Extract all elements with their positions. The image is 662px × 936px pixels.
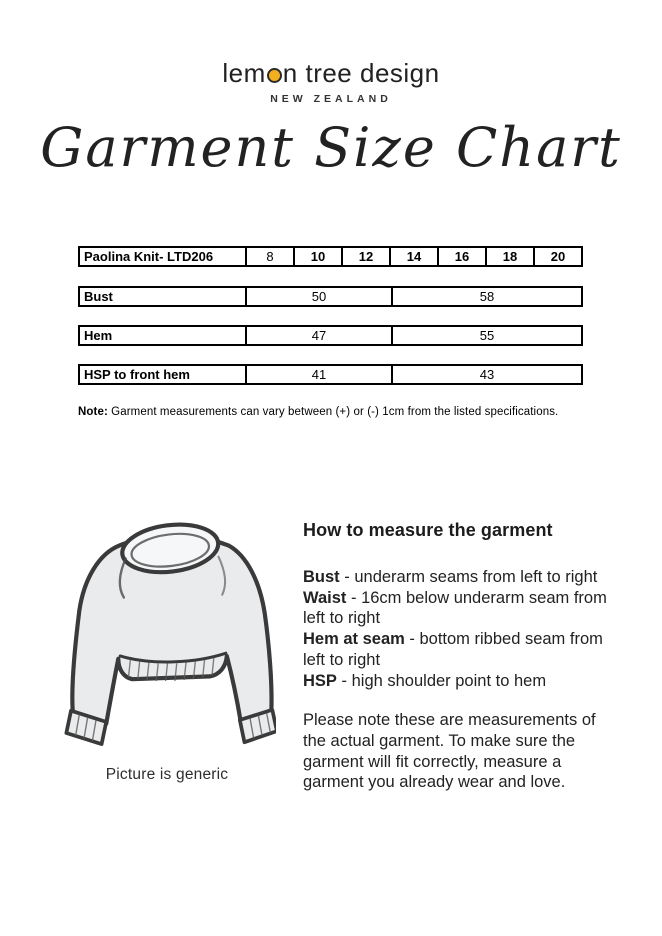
row-value: 47 — [246, 326, 392, 345]
figure-caption: Picture is generic — [105, 766, 229, 783]
measure-item — [303, 588, 615, 629]
measure-desc: - high shoulder point to hem — [336, 671, 547, 690]
measure-item — [303, 671, 615, 692]
measure-term: HSP — [303, 671, 337, 690]
note-line — [78, 406, 578, 418]
logo-text-pre: lem — [222, 58, 266, 88]
row-value: 55 — [392, 326, 582, 345]
measurement-row-hem — [78, 325, 583, 346]
measure-item — [303, 567, 615, 588]
size-cell: 10 — [294, 247, 342, 266]
size-table-header-row — [78, 246, 583, 267]
row-value: 50 — [246, 287, 392, 306]
table-row — [79, 365, 582, 384]
row-value: 43 — [392, 365, 582, 384]
measure-desc: - underarm seams from left to right — [339, 568, 598, 586]
measure-desc: - 16cm below underarm seam from left to right — [303, 588, 607, 628]
size-cell: 14 — [390, 247, 438, 266]
measure-heading: How to measure the garment — [303, 520, 553, 540]
garment-figure — [58, 504, 276, 784]
measurement-row-hsp — [78, 364, 583, 385]
brand-name — [0, 58, 662, 89]
row-value: 41 — [246, 365, 392, 384]
measure-term: Waist — [303, 588, 347, 607]
row-value: 58 — [392, 287, 582, 306]
size-cell: 12 — [342, 247, 390, 266]
measure-item — [303, 629, 615, 670]
table-row — [79, 326, 582, 345]
lemon-dot-icon — [267, 68, 282, 83]
note-label: Note: — [78, 406, 108, 418]
row-label: Bust — [79, 287, 246, 306]
size-cell: 16 — [438, 247, 486, 266]
brand-logo — [0, 58, 662, 105]
page-title: Garment Size Chart — [40, 116, 622, 179]
table-row — [79, 287, 582, 306]
sweater-sketch-icon — [58, 504, 276, 756]
measure-term: Bust — [303, 568, 340, 586]
product-name-cell: Paolina Knit- LTD206 — [79, 247, 246, 266]
logo-subtitle: NEW ZEALAND — [270, 93, 392, 105]
size-cell: 18 — [486, 247, 534, 266]
row-label: Hem — [79, 326, 246, 345]
table-row — [79, 247, 582, 266]
measure-desc: - bottom ribbed seam from left to right — [303, 630, 603, 669]
measure-section — [303, 520, 615, 793]
row-label: HSP to front hem — [79, 365, 246, 384]
measure-paragraph: Please note these are measurements of the actual garment. To make sure the garment will fit correctly, measure a garment you already wear and love. — [303, 711, 596, 792]
note-text: Garment measurements can vary between (+) or (-) 1cm from the listed specifications. — [107, 406, 559, 418]
measurement-row-bust — [78, 286, 583, 307]
size-cell: 20 — [534, 247, 582, 266]
measure-items — [303, 567, 615, 691]
size-cell: 8 — [246, 247, 294, 266]
logo-text-post: n tree design — [282, 58, 440, 88]
measure-term: Hem at seam — [303, 630, 405, 649]
